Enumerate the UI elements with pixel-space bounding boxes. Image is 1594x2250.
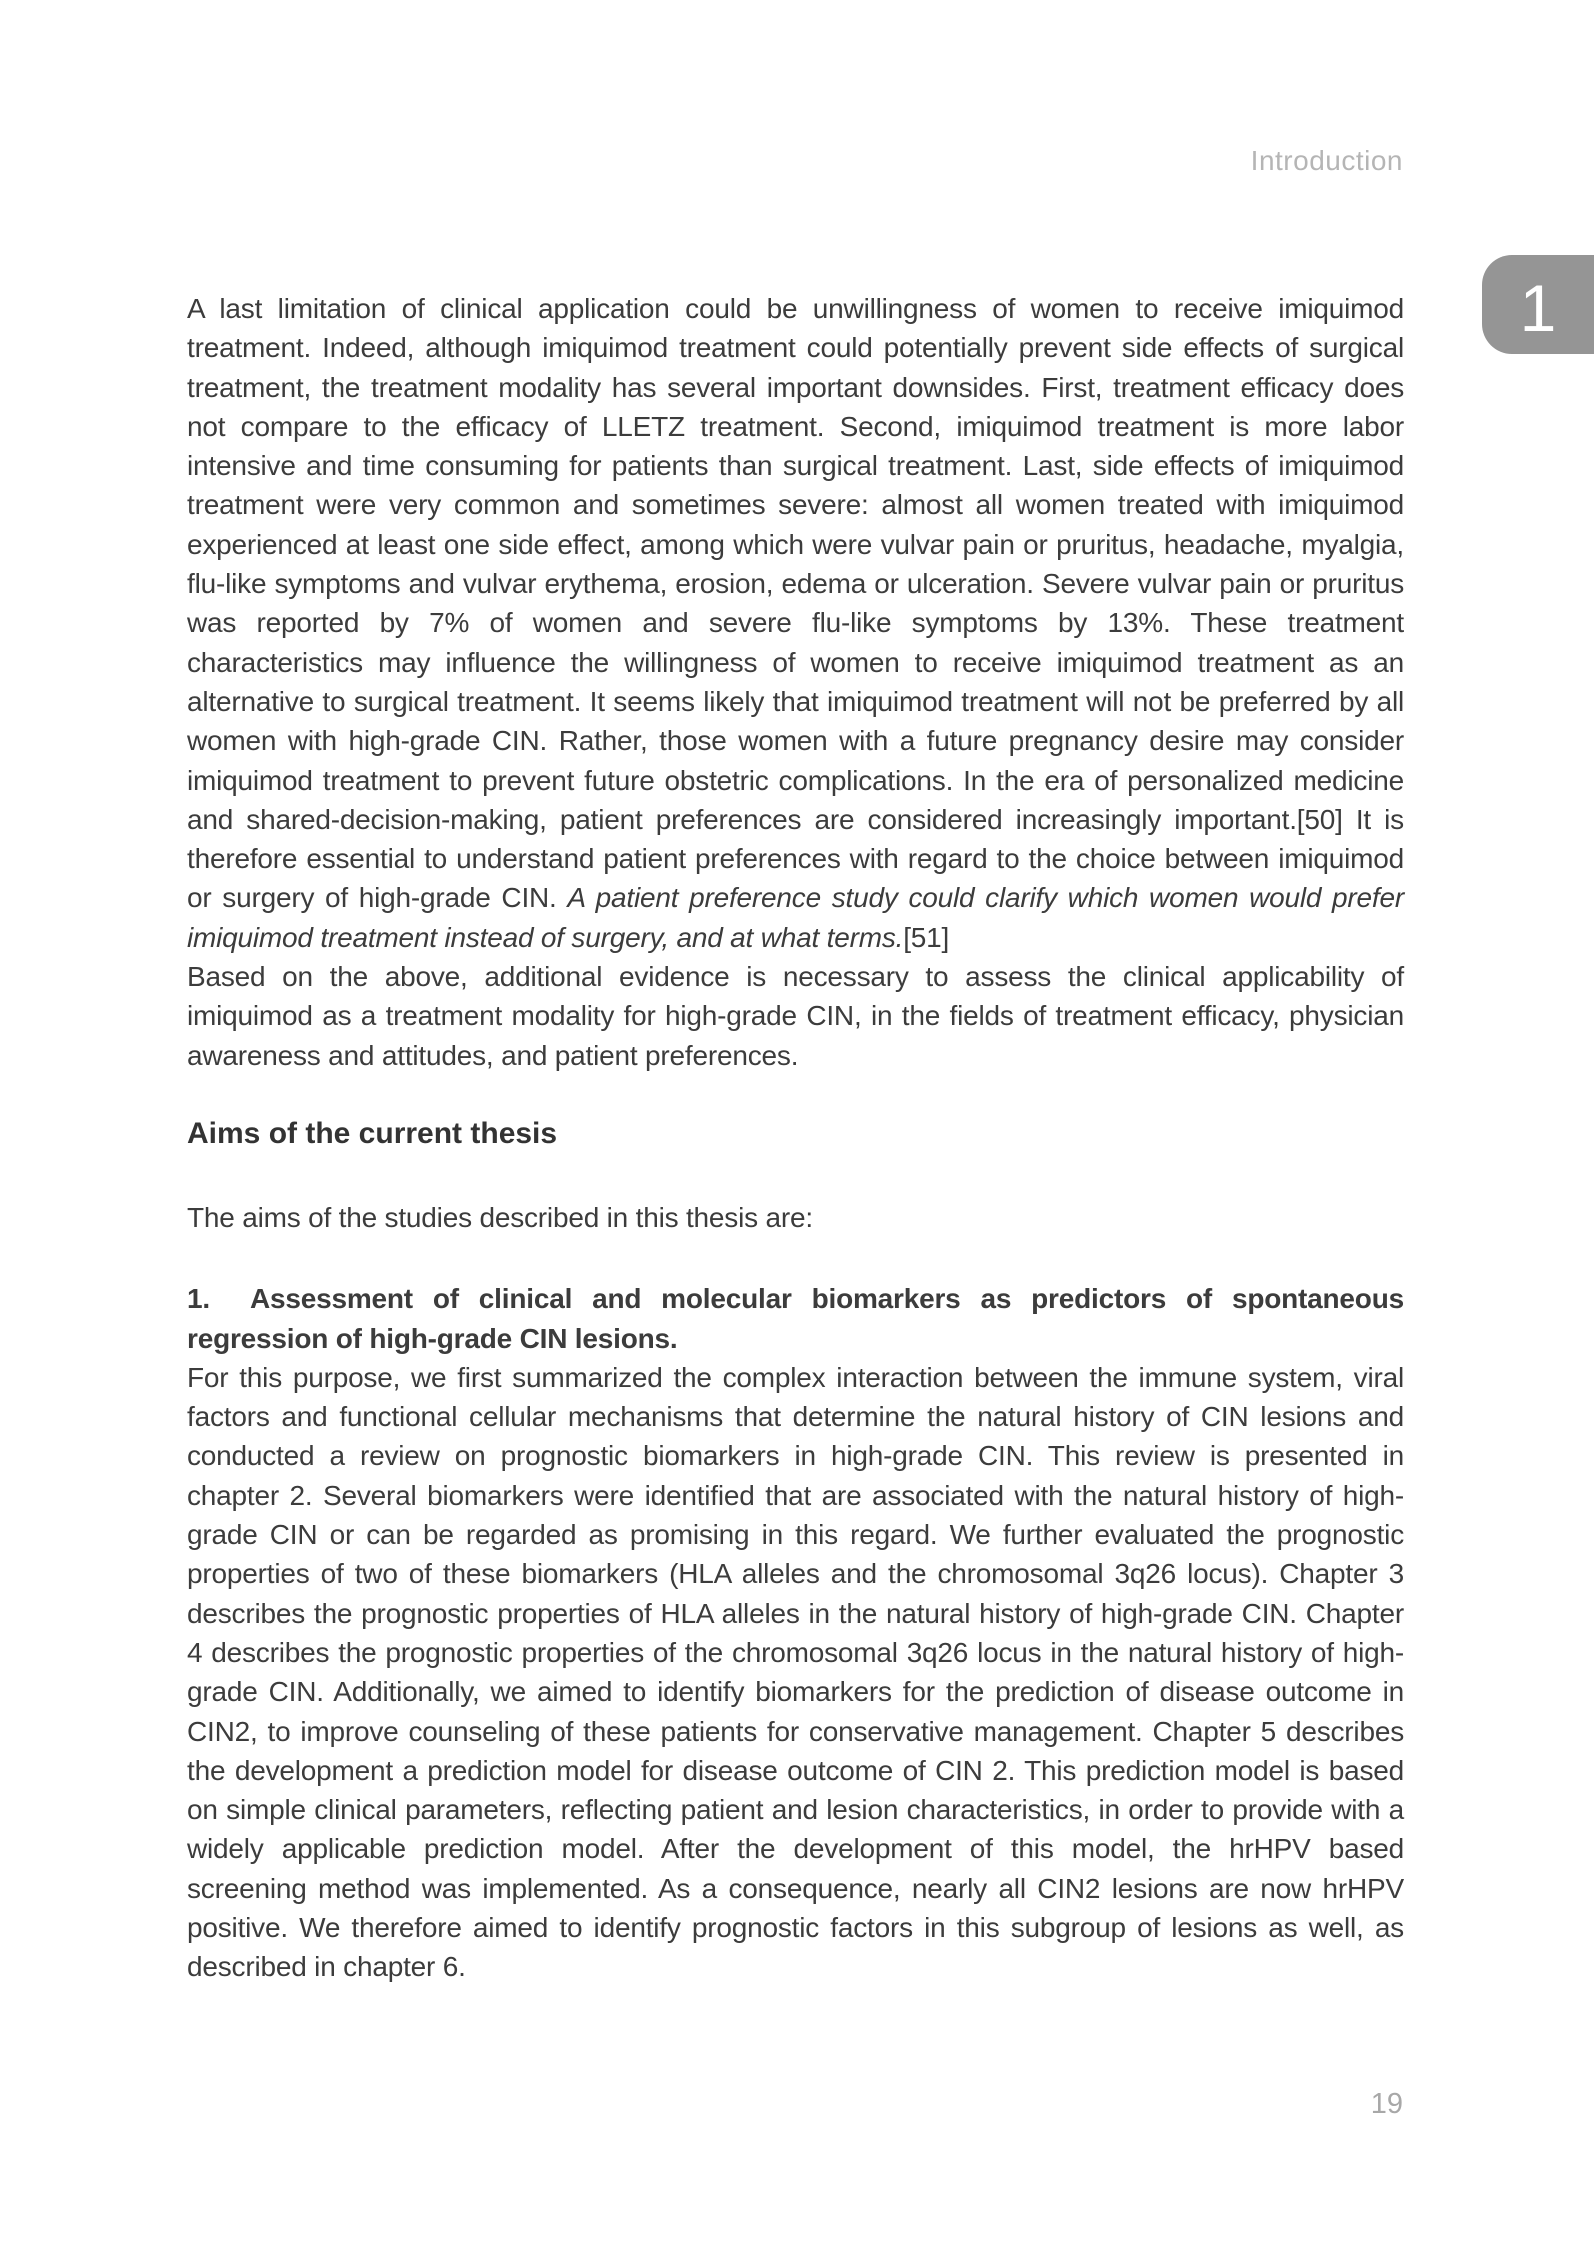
section-heading: Aims of the current thesis	[187, 1116, 558, 1150]
intro-paragraph-text: A last limitation of clinical application could be unwillingness of women to receive imiquimod treatment. Indeed, although imiquimod treatment could potentially prevent side effects of surgical treatment, the treatment modality has several important downsides. First, treatment efficacy does not compare to the efficacy of LLETZ treatment. Second, imiquimod treatment is more labor intensive and time consuming for patients than surgical treatment. Last, side effects of imiquimod treatment were very common and sometimes severe: almost all women treated with imiquimod experienced at least one side effect, among which were vulvar pain or pruritus, headache, myalgia, flu-like symptoms and vulvar erythema, erosion, edema or ulceration. Severe vulvar pain or pruritus was reported by 7% of women and severe flu-like symptoms by 13%. These treatment characteristics may influence the willingness of women to receive imiquimod treatment as an alternative to surgical treatment. It seems likely that imiquimod treatment will not be preferred by all women with high-grade CIN. Rather, those women with a future pregnancy desire may consider imiquimod treatment to prevent future obstetric complications. In the era of personalized medicine and shared-decision-making, patient preferences are considered increasingly important.[50] It is therefore essential to understand patient preferences with regard to the choice between imiquimod or surgery of high-grade CIN.	[187, 293, 1404, 914]
main-text-block	[187, 289, 1404, 1987]
aims-lead-line: The aims of the studies described in this thesis are:	[187, 1201, 813, 1233]
intro-paragraph-citation: [51]	[903, 921, 950, 953]
page-number: 19	[1370, 2088, 1403, 2120]
chapter-tab	[1482, 255, 1594, 354]
aim-item-body: For this purpose, we first summarized the complex interaction between the immune system, viral factors and functional cellular mechanisms that determine the natural history of CIN lesions and conducted a review on prognostic biomarkers in high-grade CIN. This review is presented in chapter 2. Several biomarkers were identified that are associated with the natural history of high-grade CIN or can be regarded as promising in this regard. We further evaluated the prognostic properties of two of these biomarkers (HLA alleles and the chromosomal 3q26 locus). Chapter 3 describes the prognostic properties of HLA alleles in the natural history of high-grade CIN. Chapter 4 describes the prognostic properties of the chromosomal 3q26 locus in the natural history of high-grade CIN. Additionally, we aimed to identify biomarkers for the prediction of disease outcome in CIN2, to improve counseling of these patients for conservative management. Chapter 5 describes the development a prediction model for disease outcome of CIN 2. This prediction model is based on simple clinical parameters, reflecting patient and lesion characteristics, in order to provide with a widely applicable prediction model. After the development of this model, the hrHPV based screening method was implemented. As a consequence, nearly all CIN2 lesions are now hrHPV positive. We therefore aimed to identify prognostic factors in this subgroup of lesions as well, as described in chapter 6.	[187, 1361, 1404, 1983]
aim-item-1	[187, 1279, 1404, 1358]
chapter-number: 1	[1519, 270, 1557, 345]
running-header: Introduction	[1250, 145, 1403, 176]
intro-paragraph	[187, 289, 1404, 957]
aim-item-number: 1.	[187, 1283, 210, 1315]
intro-paragraph-italic-quote: A patient preference study could clarify which women would prefer imiquimod treatment instead of surgery, and at what terms.	[187, 882, 1404, 953]
followup-paragraph: Based on the above, additional evidence is necessary to assess the clinical applicability of imiquimod as a treatment modality for high-grade CIN, in the fields of treatment efficacy, physician awareness and attitudes, and patient preferences.	[187, 961, 1404, 1071]
aim-item-title: Assessment of clinical and molecular biomarkers as predictors of spontaneous regression of high-grade CIN lesions.	[187, 1283, 1404, 1354]
